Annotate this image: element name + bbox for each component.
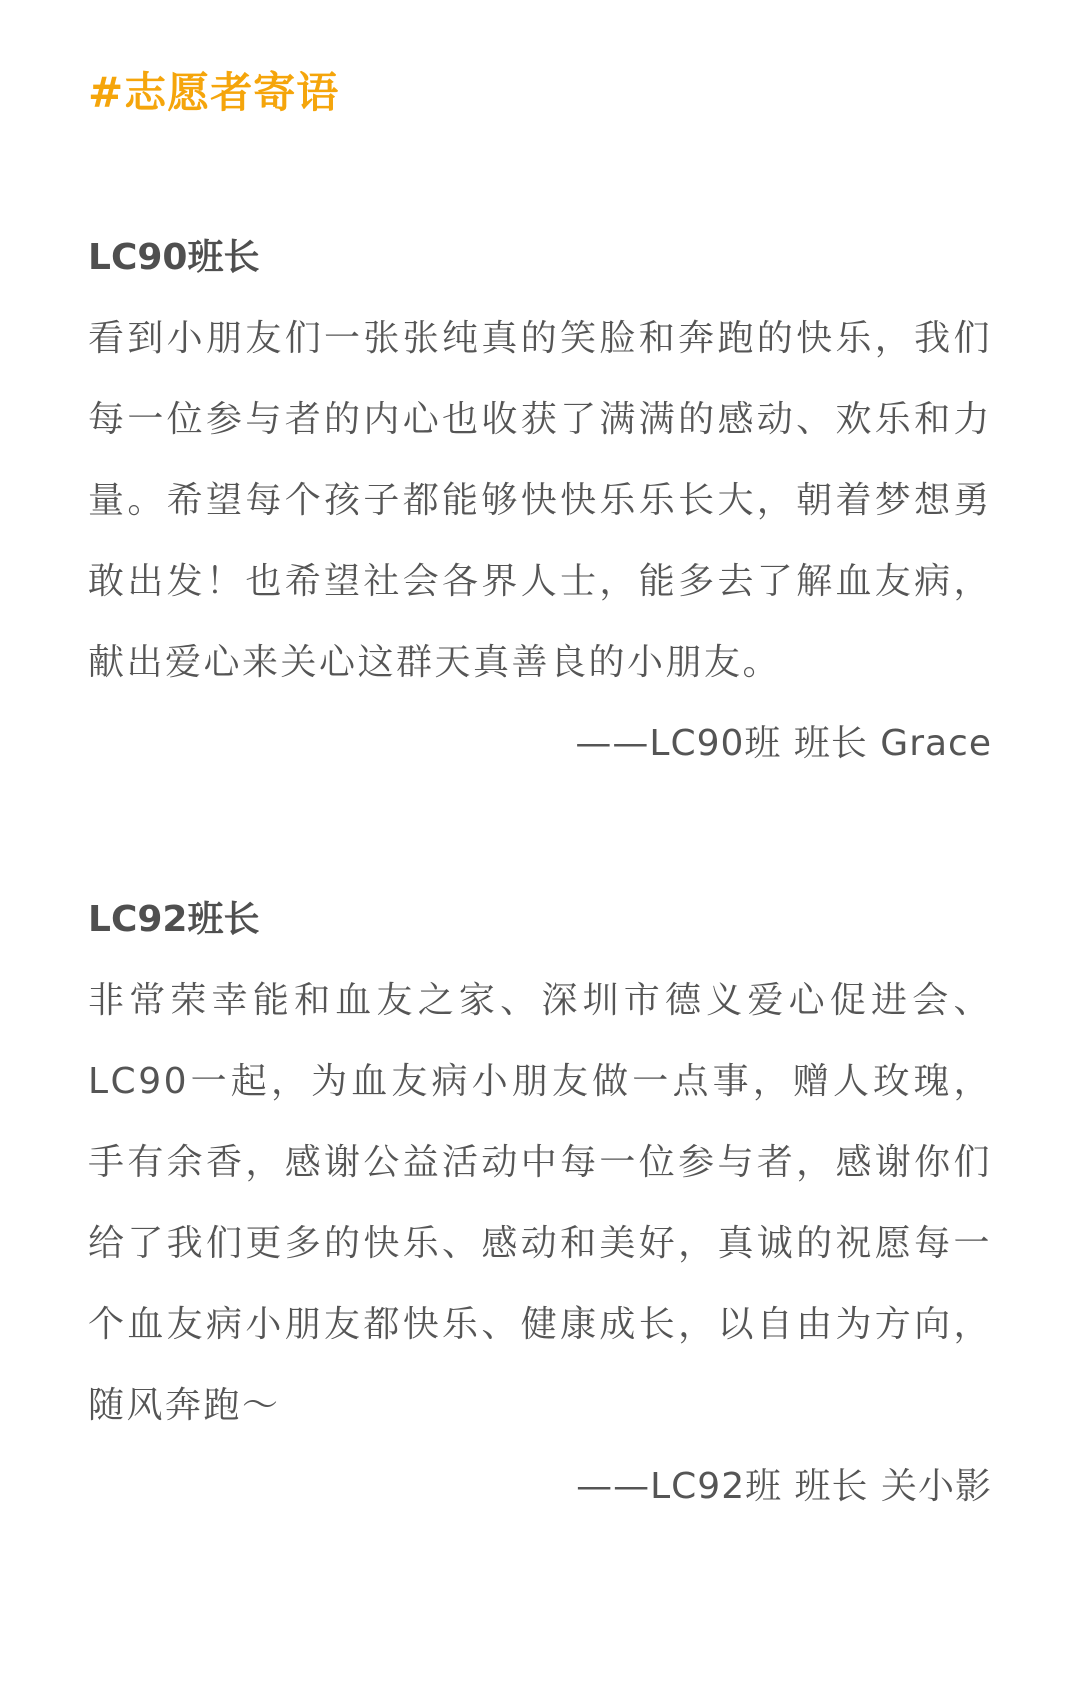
message-block-lc92 xyxy=(88,880,992,1527)
message-body: 看到小朋友们一张张纯真的笑脸和奔跑的快乐，我们每一位参与者的内心也收获了满满的感动、欢乐和力量。希望每个孩子都能够快快乐乐长大，朝着梦想勇敢出发！也希望社会各界人士，能多去了解血友病，献出爱心来关心这群天真善良的小朋友。 xyxy=(88,318,992,683)
message-signature: ——LC90班 班长 Grace xyxy=(575,723,992,764)
message-heading: LC92班长 xyxy=(88,899,260,940)
message-heading: LC90班长 xyxy=(88,237,260,278)
section-title: #志愿者寄语 xyxy=(88,68,340,117)
message-block-lc90 xyxy=(88,218,992,784)
message-body: 非常荣幸能和血友之家、深圳市德义爱心促进会、LC90一起，为血友病小朋友做一点事，赠人玫瑰，手有余香，感谢公益活动中每一位参与者，感谢你们给了我们更多的快乐、感动和美好，真诚的祝愿每一个血友病小朋友都快乐、健康成长，以自由为方向，随风奔跑～ xyxy=(88,980,992,1426)
message-signature: ——LC92班 班长 关小影 xyxy=(576,1466,992,1507)
